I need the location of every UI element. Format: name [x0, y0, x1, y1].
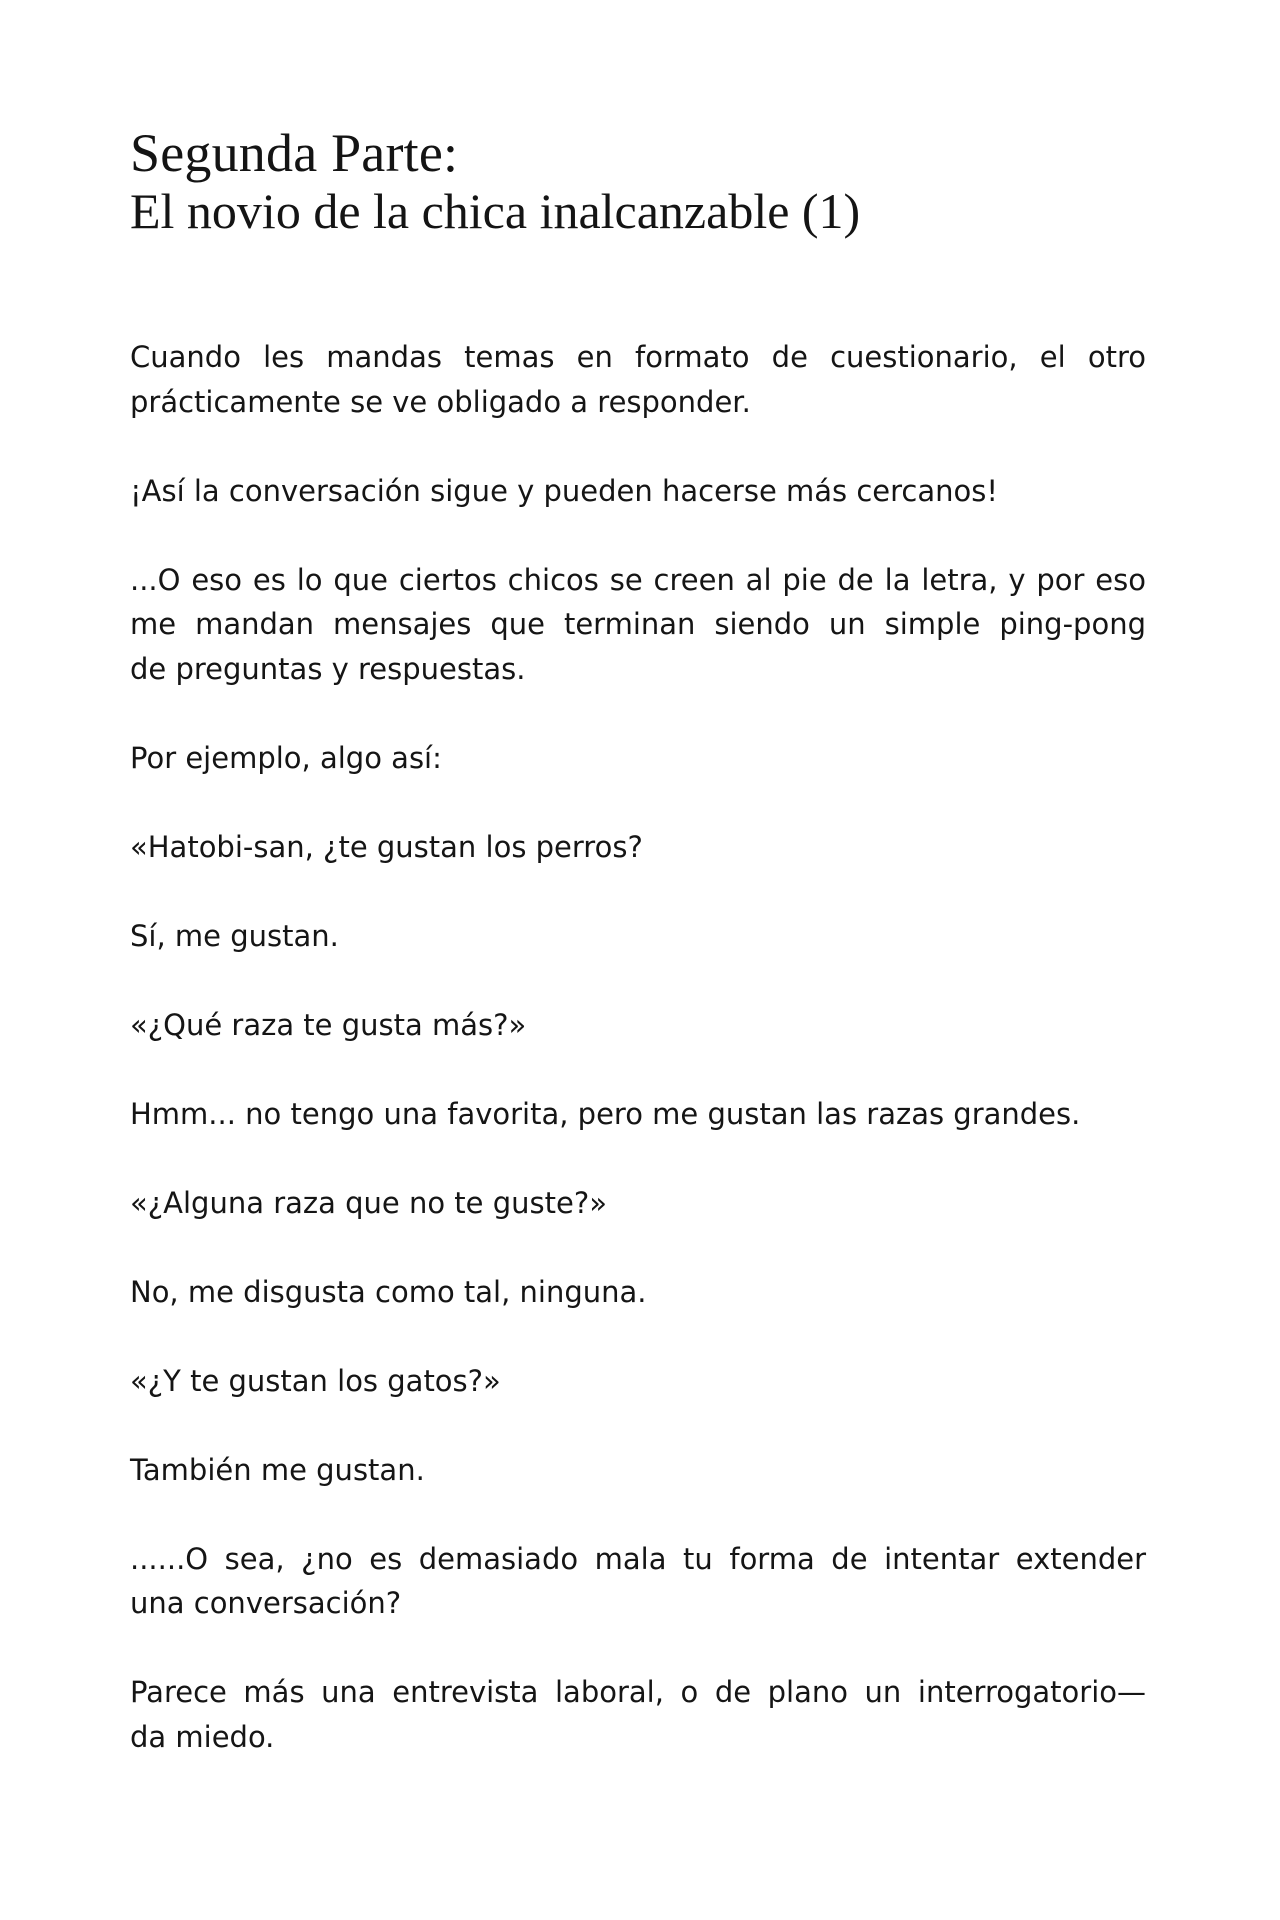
- chapter-heading: [130, 124, 1146, 240]
- text-line: Por ejemplo, algo así:: [130, 740, 442, 775]
- paragraph: [130, 1448, 1146, 1493]
- text-line: Sí, me gustan.: [130, 918, 339, 953]
- part-title: Segunda Parte:: [130, 123, 459, 183]
- text-line: «¿Y te gustan los gatos?»: [130, 1363, 501, 1398]
- chapter-body: [130, 335, 1146, 1804]
- text-line: Parece más una entrevista laboral, o de plano un interrogatorio—: [130, 1675, 1146, 1709]
- paragraph: [130, 1270, 1146, 1315]
- text-line: una conversación?: [130, 1586, 402, 1620]
- text-line: «Hatobi-san, ¿te gustan los perros?: [130, 829, 643, 864]
- paragraph: [130, 469, 1146, 514]
- text-line: ¡Así la conversación sigue y pueden hacerse más cercanos!: [130, 473, 999, 508]
- dialogue-line: [130, 1359, 1146, 1404]
- dialogue-line: [130, 1181, 1146, 1226]
- text-line: «¿Alguna raza que no te guste?»: [130, 1185, 607, 1220]
- text-line: me mandan mensajes que terminan siendo un simple ping-pong: [130, 607, 1146, 641]
- text-line: de preguntas y respuestas.: [130, 651, 526, 686]
- text-line: ......O sea, ¿no es demasiado mala tu forma de intentar extender: [130, 1541, 1146, 1576]
- text-line: Hmm... no tengo una favorita, pero me gustan las razas grandes.: [130, 1096, 1081, 1131]
- paragraph: [130, 914, 1146, 959]
- dialogue-line: [130, 1003, 1146, 1048]
- text-line: «¿Qué raza te gusta más?»: [130, 1007, 527, 1042]
- paragraph: [130, 1092, 1146, 1137]
- paragraph: [130, 1537, 1146, 1626]
- text-line: prácticamente se ve obligado a responder.: [130, 384, 751, 419]
- chapter-title: El novio de la chica inalcanzable (1): [130, 183, 861, 239]
- text-line: También me gustan.: [130, 1452, 425, 1487]
- text-line: No, me disgusta como tal, ninguna.: [130, 1274, 647, 1309]
- dialogue-line: [130, 825, 1146, 870]
- text-line: Cuando les mandas temas en formato de cuestionario, el otro: [130, 340, 1146, 374]
- text-line: da miedo.: [130, 1719, 275, 1754]
- paragraph: [130, 1670, 1146, 1759]
- text-line: ...O eso es lo que ciertos chicos se creen al pie de la letra, y por eso: [130, 562, 1146, 597]
- paragraph: [130, 335, 1146, 424]
- paragraph: [130, 736, 1146, 781]
- paragraph: [130, 558, 1146, 692]
